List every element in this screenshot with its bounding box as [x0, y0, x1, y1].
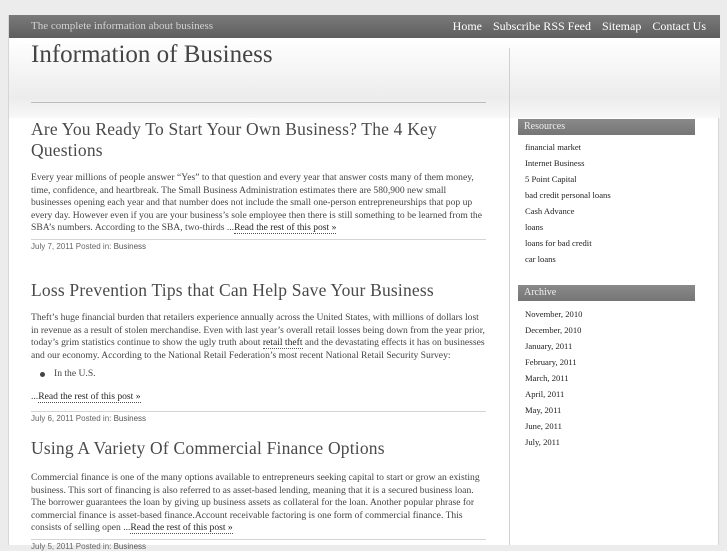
post-title[interactable]: Using A Variety Of Commercial Finance Options [31, 438, 385, 458]
site-tagline: The complete information about business [31, 20, 214, 32]
read-more-line [31, 391, 486, 404]
bullet-list [31, 368, 486, 381]
list-item-text: In the U.S. [54, 368, 96, 379]
post-excerpt-text: Commercial finance is one of the many options available to entrepreneurs seeking capital to start or grow an existing business. This sort of financing is also referred to as asset-based lending, meaning that it is a secured business loan. The borrower guarantees the loan by giving up business assets as collateral for the loan. Another popular phrase for commercial finance is asset-based finance.Account receivable factoring is one form of commercial finance. This consists of selling open ... [31, 472, 480, 533]
archive-link[interactable]: June, 2011 [525, 421, 562, 431]
post-title[interactable]: Loss Prevention Tips that Can Help Save Your Business [31, 280, 434, 300]
posted-in-label: Posted in: [75, 414, 112, 423]
top-bar [9, 15, 720, 38]
archive-link[interactable]: February, 2011 [525, 357, 577, 367]
nav-sitemap-link[interactable]: Sitemap [602, 19, 642, 33]
resource-link[interactable]: bad credit personal loans [525, 190, 611, 200]
post-date: July 7, 2011 [31, 242, 74, 251]
post-excerpt [31, 312, 486, 381]
page-container [8, 15, 719, 551]
list-item [525, 235, 695, 251]
archive-link[interactable]: March, 2011 [525, 373, 569, 383]
list-item [525, 402, 695, 418]
resource-link[interactable]: loans for bad credit [525, 238, 592, 248]
list-item [525, 370, 695, 386]
ellipsis: ... [31, 391, 39, 402]
category-link[interactable]: Business [113, 242, 147, 251]
header-divider [31, 102, 486, 103]
nav-subscribe-rss-link[interactable]: Subscribe RSS Feed [492, 19, 591, 33]
archive-list [525, 306, 695, 450]
post-meta [31, 239, 486, 251]
post-excerpt-text: Theft’s huge financial burden that retailers experience annually across the United States, with millions of dollars lost in revenue as a result of stolen merchandise. Even with last year’s overall retail losses being down from the year prior, today’s grim statistics continue to show the ugly truth about [31, 312, 485, 348]
post-meta [31, 411, 486, 423]
resource-link[interactable]: Internet Business [525, 158, 585, 168]
archive-widget-title: Archive [518, 285, 695, 301]
sidebar-divider [509, 48, 510, 545]
read-more-link[interactable]: Read the rest of this post » [38, 391, 141, 402]
list-item [525, 171, 695, 187]
post-date: July 5, 2011 [31, 542, 74, 551]
list-item [525, 386, 695, 402]
resource-link[interactable]: Cash Advance [525, 206, 575, 216]
category-link[interactable]: Business [113, 542, 147, 551]
list-item [525, 322, 695, 338]
retail-theft-link[interactable]: retail theft [262, 337, 303, 348]
archive-link[interactable]: July, 2011 [525, 437, 560, 447]
archive-link[interactable]: November, 2010 [525, 309, 583, 319]
post-excerpt-text: and the devastating effects it has on businesses and our economy. According to the National Retail Federation’s most recent National Retail Security Survey: [31, 337, 485, 361]
list-item [525, 219, 695, 235]
post-excerpt-text: Every year millions of people answer “Yes” to that question and every year that answer costs many of them money, time, confidence, and heartbreak. The Small Business Administration estimates there are 580,900 new small businesses opening each year and that number does not include the small one-person entrepreneurships that pop up every day. However even if you are your business’s sole employee then there is still something to be learned from the SBA’s numbers. According to the SBA, two-thirds ... [31, 172, 482, 233]
archive-link[interactable]: April, 2011 [525, 389, 565, 399]
nav-home-link[interactable]: Home [452, 19, 482, 33]
read-more-link[interactable]: Read the rest of this post » [234, 222, 337, 233]
read-more-link[interactable]: Read the rest of this post » [130, 522, 233, 533]
post-meta [31, 539, 486, 551]
list-item [525, 354, 695, 370]
archive-link[interactable]: January, 2011 [525, 341, 573, 351]
posted-in-label: Posted in: [75, 542, 112, 551]
resources-list [525, 139, 695, 267]
list-item [525, 187, 695, 203]
category-link[interactable]: Business [113, 414, 147, 423]
list-item [525, 418, 695, 434]
list-item [525, 251, 695, 267]
post-excerpt [31, 172, 486, 235]
top-navigation [445, 19, 706, 34]
nav-contact-link[interactable]: Contact Us [652, 19, 706, 33]
list-item [525, 306, 695, 322]
resource-link[interactable]: loans [525, 222, 544, 232]
list-item [525, 203, 695, 219]
list-item [31, 368, 486, 381]
resource-link[interactable]: financial market [525, 142, 582, 152]
archive-link[interactable]: May, 2011 [525, 405, 562, 415]
post-title[interactable]: Are You Ready To Start Your Own Business? The 4 Key Questions [31, 119, 437, 160]
list-item [525, 338, 695, 354]
resource-link[interactable]: 5 Point Capital [525, 174, 577, 184]
posted-in-label: Posted in: [75, 242, 112, 251]
bullet-icon [40, 372, 45, 377]
resources-widget-title: Resources [518, 119, 695, 135]
list-item [525, 434, 695, 450]
site-title[interactable]: Information of Business [31, 41, 273, 68]
archive-link[interactable]: December, 2010 [525, 325, 582, 335]
list-item [525, 155, 695, 171]
post-excerpt [31, 472, 486, 535]
resource-link[interactable]: car loans [525, 254, 556, 264]
list-item [525, 139, 695, 155]
post-date: July 6, 2011 [31, 414, 74, 423]
